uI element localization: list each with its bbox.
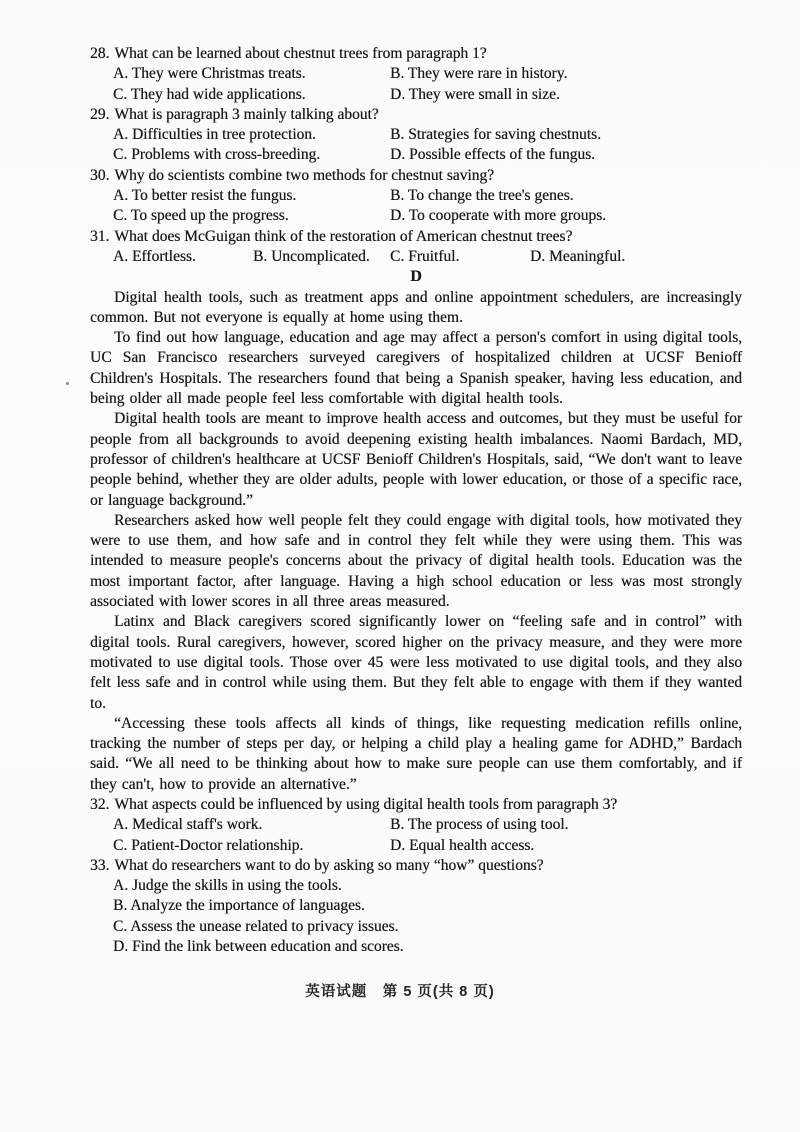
option-c: C. Fruitful.	[390, 247, 460, 265]
option-a: A. To better resist the fungus.	[113, 187, 297, 205]
question-number: 32.	[90, 795, 110, 813]
option-d: D. Find the link between education and scores.	[113, 938, 404, 956]
option-a: A. They were Christmas treats.	[113, 65, 306, 83]
option-c: C. Patient-Doctor relationship.	[113, 836, 304, 854]
question-stem: What is paragraph 3 mainly talking about?	[114, 105, 379, 123]
option-a: A. Medical staff's work.	[113, 816, 263, 834]
option-a: A. Judge the skills in using the tools.	[113, 877, 342, 895]
page-content	[90, 44, 742, 957]
option-d: D. Meaningful.	[530, 247, 626, 265]
option-a: A. Effortless.	[113, 247, 196, 265]
question-29	[90, 105, 742, 166]
option-b: B. Uncomplicated.	[253, 247, 370, 265]
option-c: C. Problems with cross-breeding.	[113, 146, 321, 164]
option-d: D. Possible effects of the fungus.	[390, 146, 596, 164]
passage-paragraph-5: Latinx and Black caregivers scored significantly lower on “feeling safe and in control” with digital tools. Rural caregivers, however, scored higher on the privacy measure, and they were more motivated to use digital tools. Those over 45 were less motivated to use digital tools, and they also felt less safe and in control while using them. But they felt able to engage with them if they wanted to.	[90, 613, 742, 712]
question-stem: Why do scientists combine two methods for chestnut saving?	[114, 166, 495, 184]
question-stem: What can be learned about chestnut trees from paragraph 1?	[114, 45, 487, 62]
question-33-options	[90, 876, 742, 957]
option-b: B. They were rare in history.	[390, 65, 568, 83]
question-32-options-row-2	[90, 836, 742, 856]
question-28-options-row-1	[90, 64, 742, 84]
question-31-options-row	[90, 247, 742, 267]
question-29-text	[90, 105, 742, 125]
option-c: C. They had wide applications.	[113, 85, 306, 103]
question-33	[90, 856, 742, 957]
question-number: 33.	[90, 856, 110, 874]
question-31	[90, 227, 742, 268]
option-b: B. To change the tree's genes.	[390, 187, 574, 205]
question-28-options-row-2	[90, 85, 742, 105]
option-b: B. The process of using tool.	[390, 816, 569, 834]
question-number: 30.	[90, 166, 110, 184]
option-b: B. Analyze the importance of languages.	[113, 897, 365, 915]
question-28	[90, 44, 742, 105]
question-30-options-row-2	[90, 206, 742, 226]
question-stem: What does McGuigan think of the restoration of American chestnut trees?	[114, 227, 573, 245]
question-31-text	[90, 227, 742, 247]
option-d: D. Equal health access.	[390, 836, 535, 854]
question-stem: What do researchers want to do by asking so many “how” questions?	[114, 856, 544, 874]
option-d: D. To cooperate with more groups.	[390, 207, 607, 225]
question-32-text	[90, 795, 742, 815]
option-d: D. They were small in size.	[390, 85, 560, 103]
question-32-options-row-1	[90, 815, 742, 835]
question-30-options-row-1	[90, 186, 742, 206]
question-29-options-row-2	[90, 145, 742, 165]
passage-section-label: D	[410, 268, 422, 286]
passage-paragraph-4: Researchers asked how well people felt they could engage with digital tools, how motivated they were to use them, and how safe and in control they felt while they were using them. This was intended to measure people's concerns about the privacy of digital health tools. Education was the most important factor, after language. Having a high school education or less was most strongly associated with lower scores in all three areas measured.	[90, 511, 742, 611]
question-30-text	[90, 166, 742, 186]
question-29-options-row-1	[90, 125, 742, 145]
question-28-text	[90, 44, 742, 64]
question-number: 31.	[90, 227, 110, 245]
question-30	[90, 166, 742, 227]
question-32	[90, 795, 742, 856]
option-c: C. To speed up the progress.	[113, 207, 289, 225]
page-footer: 英语试题 第 5 页(共 8 页)	[305, 984, 495, 1000]
question-number: 29.	[90, 105, 110, 123]
question-number: 28.	[90, 45, 110, 62]
option-a: A. Difficulties in tree protection.	[113, 126, 316, 144]
reading-passage-d	[90, 288, 742, 795]
option-c: C. Assess the unease related to privacy issues.	[113, 917, 399, 935]
passage-paragraph-2: To find out how language, education and age may affect a person's comfort in using digital tools, UC San Francisco researchers surveyed caregivers of hospitalized children at UCSF Benioff Children's Hospitals. The researchers found that being a Spanish speaker, having less education, and being older all made people feel less comfortable with digital health tools.	[90, 329, 742, 408]
scan-artifact-dot	[66, 382, 69, 385]
question-stem: What aspects could be influenced by using digital health tools from paragraph 3?	[114, 795, 618, 813]
passage-paragraph-3: Digital health tools are meant to improve health access and outcomes, but they must be useful for people from all backgrounds to avoid deepening existing health imbalances. Naomi Bardach, MD, professor of children's healthcare at UCSF Benioff Children's Hospitals, said, “We don't want to leave people behind, whether they are older adults, people with lower education, or those of a specific race, or language background.”	[90, 410, 742, 509]
passage-paragraph-1: Digital health tools, such as treatment apps and online appointment schedulers, are increasingly common. But not everyone is equally at home using them.	[90, 288, 742, 326]
question-33-text	[90, 856, 742, 876]
option-b: B. Strategies for saving chestnuts.	[390, 126, 601, 144]
passage-paragraph-6: “Accessing these tools affects all kinds of things, like requesting medication refills online, tracking the number of steps per day, or helping a child play a healing game for ADHD,” Bardach said. “We all need to be thinking about how to make sure people can use them comfortably, and if they can't, how to provide an alternative.”	[90, 714, 742, 793]
